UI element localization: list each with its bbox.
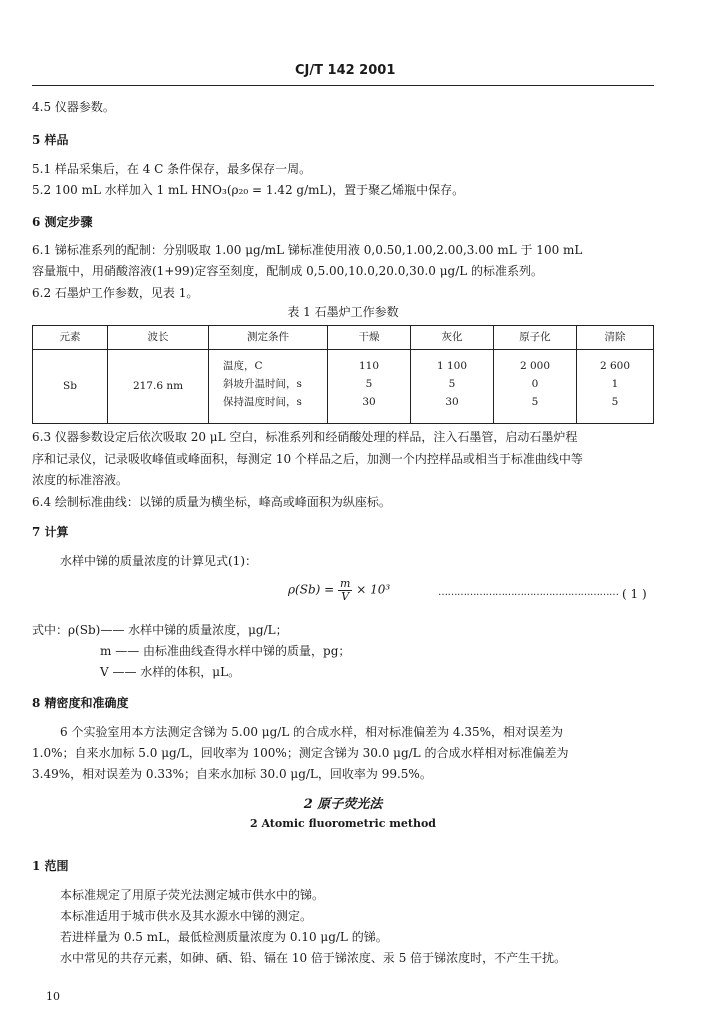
section-6-3-line2: 序和记录仪，记录吸收峰值或峰面积，每测定 10 个样品之后，加测一个内控样品或相当于标准曲线中等 (32, 452, 583, 466)
section-6-1-line2: 容量瓶中，用硝酸溶液(1+99)定容至刻度，配制成 0,5.00,10.0,20.0,30.0 μg/L 的标准系列。 (32, 264, 544, 278)
page-number: 10 (46, 990, 60, 1003)
ash-hold: 30 (445, 396, 459, 408)
dry-hold: 30 (362, 396, 376, 408)
section-6-heading: 6 测定步骤 (32, 215, 93, 229)
clean-hold: 5 (611, 396, 619, 408)
cell-dry (328, 350, 411, 424)
section-6-1-line1: 6.1 锑标准系列的配制：分别吸取 1.00 μg/mL 锑标准使用液 0,0.50,1.00,2.00,3.00 mL 于 100 mL (32, 243, 583, 257)
table-caption: 表 1 石墨炉工作参数 (287, 305, 399, 319)
formula-fraction (338, 578, 352, 602)
header-rule (32, 85, 654, 86)
section-5-heading: 5 样品 (32, 133, 69, 147)
section-6-3-line1: 6.3 仪器参数设定后依次吸取 20 μL 空白，标准系列和经硝酸处理的样品，注入石墨管，启动石墨炉程 (32, 430, 578, 444)
atomize-hold: 5 (531, 396, 539, 408)
table-row (33, 350, 654, 424)
col-header-element: 元素 (33, 326, 108, 350)
section-7-intro: 水样中锑的质量浓度的计算见式(1)： (60, 554, 257, 568)
section-1-line4: 水中常见的共存元素，如砷、硒、铅、镉在 10 倍于锑浓度、汞 5 倍于锑浓度时，不产生干扰。 (60, 951, 567, 965)
col-header-atomize: 原子化 (494, 326, 577, 350)
col-header-ash: 灰化 (411, 326, 494, 350)
cell-wavelength: 217.6 nm (108, 350, 209, 424)
section-4-5: 4.5 仪器参数。 (32, 100, 115, 114)
col-header-wavelength: 波长 (108, 326, 209, 350)
section-1-heading: 1 范围 (32, 859, 69, 873)
formula-rhs: × 10³ (356, 582, 391, 597)
cell-conditions (209, 350, 328, 424)
cell-element: Sb (33, 350, 108, 424)
dry-ramp: 5 (365, 378, 373, 390)
formula-leader-dots: ………………………………………………… (438, 587, 618, 598)
cell-atomize (494, 350, 577, 424)
method-title-en: 2 Atomic fluorometric method (249, 817, 437, 830)
section-7-heading: 7 计算 (32, 525, 69, 539)
col-header-clean: 清除 (577, 326, 654, 350)
section-1-line1: 本标准规定了用原子荧光法测定城市供水中的锑。 (60, 888, 325, 902)
formula-denominator: V (341, 589, 350, 603)
formula-lhs: ρ(Sb) = (288, 582, 335, 597)
section-5-1: 5.1 样品采集后，在 4 C 条件保存，最多保存一周。 (32, 162, 312, 176)
where-line-m: m —— 由标准曲线查得水样中锑的质量，pg； (100, 644, 351, 658)
graphite-furnace-table (32, 325, 654, 424)
section-5-2: 5.2 100 mL 水样加入 1 mL HNO₃(ρ₂₀ = 1.42 g/mL)，置于聚乙烯瓶中保存。 (32, 183, 465, 197)
section-8-line2: 1.0%；自来水加标 5.0 μg/L，回收率为 100%；测定含锑为 30.0 μg/L 的合成水样相对标准偏差为 (32, 746, 569, 760)
where-line-rho: 式中：ρ(Sb)—— 水样中锑的质量浓度，μg/L； (32, 623, 288, 637)
col-header-conditions: 测定条件 (209, 326, 328, 350)
condition-hold-time: 保持温度时间，s (223, 396, 302, 408)
section-6-3-line3: 浓度的标准溶液。 (32, 473, 129, 487)
cell-ash (411, 350, 494, 424)
running-header: CJ/T 142 2001 (295, 63, 396, 78)
formula-numerator: m (340, 577, 351, 590)
col-header-dry: 干燥 (328, 326, 411, 350)
atomize-temperature: 2 000 (519, 360, 551, 372)
ash-temperature: 1 100 (436, 360, 468, 372)
method-title-cn: 2 原子荧光法 (303, 797, 383, 812)
condition-temperature: 温度，C (223, 360, 263, 372)
table-header-row (33, 326, 654, 350)
section-8-line3: 3.49%，相对误差为 0.33%；自来水加标 30.0 μg/L，回收率为 99.5%。 (32, 767, 432, 781)
section-1-line2: 本标准适用于城市供水及其水源水中锑的测定。 (60, 909, 313, 923)
section-6-4: 6.4 绘制标准曲线：以锑的质量为横坐标，峰高或峰面积为纵座标。 (32, 495, 391, 509)
section-8-heading: 8 精密度和准确度 (32, 696, 129, 710)
clean-ramp: 1 (611, 378, 619, 390)
cell-clean (577, 350, 654, 424)
section-6-2: 6.2 石墨炉工作参数，见表 1。 (32, 286, 199, 300)
condition-ramp-time: 斜坡升温时间，s (223, 378, 302, 390)
section-1-line3: 若进样量为 0.5 mL，最低检测质量浓度为 0.10 μg/L 的锑。 (60, 930, 388, 944)
dry-temperature: 110 (358, 360, 380, 372)
formula-number: ( 1 ) (622, 587, 647, 601)
atomize-ramp: 0 (531, 378, 539, 390)
section-8-line1: 6 个实验室用本方法测定含锑为 5.00 μg/L 的合成水样，相对标准偏差为 4.35%，相对误差为 (60, 725, 564, 739)
formula (288, 578, 390, 602)
clean-temperature: 2 600 (599, 360, 631, 372)
ash-ramp: 5 (448, 378, 456, 390)
where-line-v: V —— 水样的体积，μL。 (100, 665, 241, 679)
